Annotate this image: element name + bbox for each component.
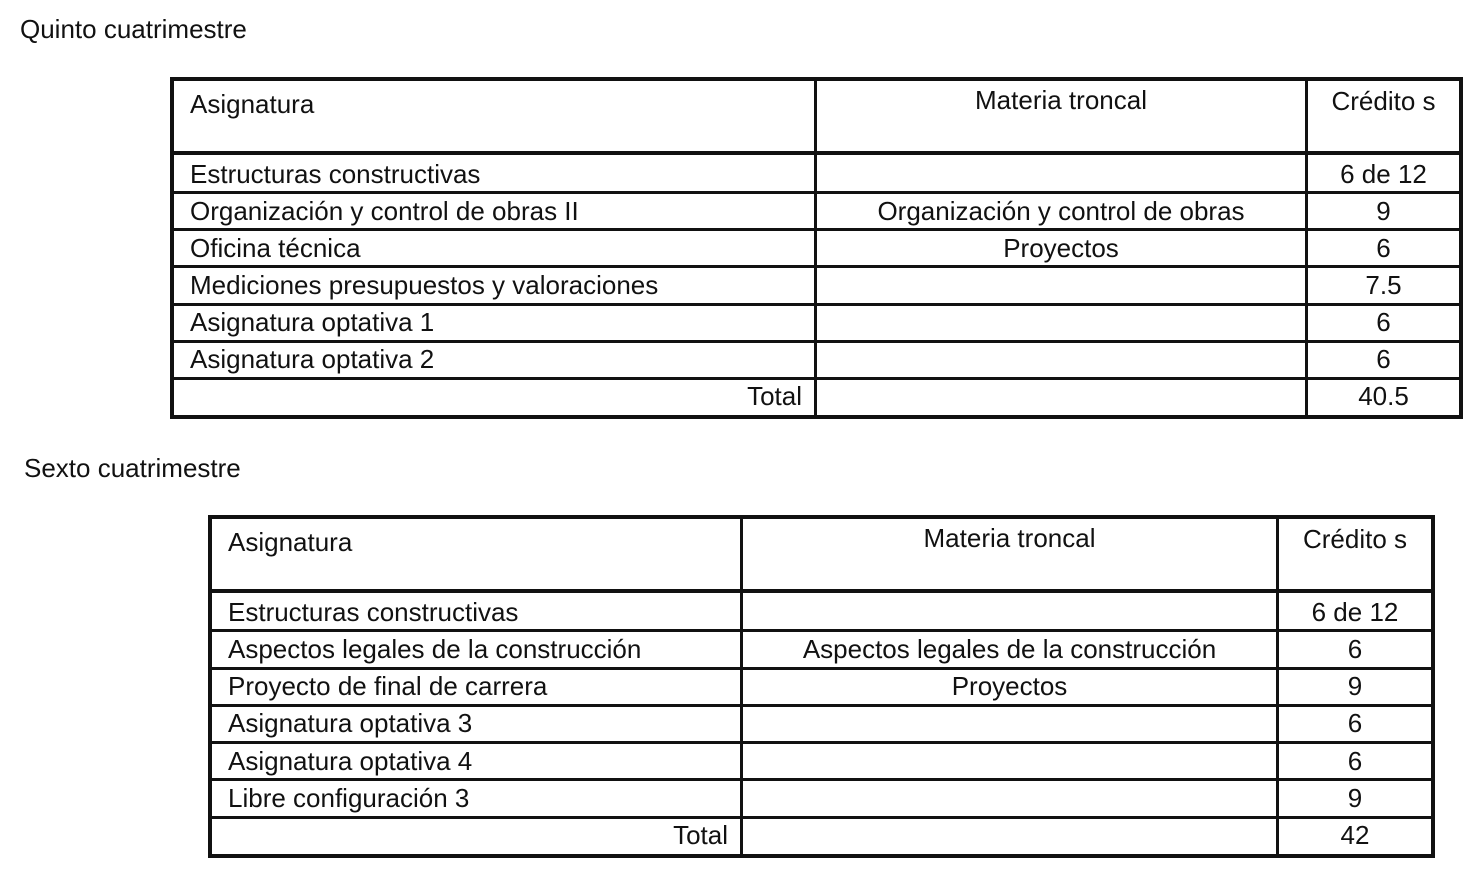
cell-core-subject (817, 304, 1305, 341)
cell-credits: 6 (1376, 344, 1391, 375)
cell-core-subject (817, 155, 1305, 192)
table-row (212, 742, 1431, 779)
cell-credits: 7.5 (1365, 269, 1402, 300)
cell-credits: 6 (1347, 633, 1363, 664)
table-row (212, 779, 1431, 816)
cell-subject: Oficina técnica (190, 232, 361, 263)
cell-credits: 6 (1376, 307, 1391, 338)
table-row (212, 705, 1431, 742)
cell-core-subject: Proyectos (1003, 232, 1119, 263)
cell-subject: Asignatura optativa 3 (228, 708, 473, 739)
header-core-subject: Materia troncal (975, 85, 1147, 115)
cell-core-subject (817, 341, 1305, 378)
cell-core-subject: Organización y control de obras (877, 195, 1245, 226)
table-header-row (212, 519, 1431, 589)
header-subject: Asignatura (228, 527, 353, 557)
section-title-sexto: Sexto cuatrimestre (24, 453, 241, 483)
cell-credits: 9 (1347, 783, 1363, 814)
cell-credits: 6 de 12 (1340, 158, 1427, 189)
header-subject: Asignatura (190, 89, 315, 119)
cell-credits: 6 (1376, 232, 1391, 263)
cell-core-subject: Proyectos (951, 671, 1068, 702)
cell-subject: Estructuras constructivas (228, 596, 519, 627)
table-quinto-cuatrimestre (170, 77, 1463, 419)
table-row (174, 341, 1459, 378)
cell-core-subject (817, 266, 1305, 303)
cell-subject: Aspectos legales de la construcción (228, 633, 642, 664)
table-row (174, 266, 1459, 303)
cell-subject: Estructuras constructivas (190, 158, 481, 189)
table-row (174, 155, 1459, 192)
cell-subject: Libre configuración 3 (228, 783, 470, 814)
total-label: Total (747, 381, 802, 412)
cell-credits: 6 (1347, 745, 1363, 776)
cell-subject: Mediciones presupuestos y valoraciones (190, 269, 659, 300)
header-credits: Crédito s (1331, 86, 1436, 116)
table-header-row (174, 81, 1459, 151)
cell-core-subject (743, 779, 1276, 816)
cell-credits: 6 (1347, 708, 1363, 739)
table-row (174, 304, 1459, 341)
cell-subject: Asignatura optativa 1 (190, 307, 435, 338)
cell-core-subject (743, 742, 1276, 779)
total-core (743, 817, 1276, 854)
cell-core-subject: Aspectos legales de la construcción (802, 633, 1217, 664)
cell-core-subject (743, 705, 1276, 742)
section-title-quinto: Quinto cuatrimestre (20, 14, 247, 44)
total-credits: 40.5 (1358, 381, 1409, 412)
cell-credits: 6 de 12 (1311, 596, 1399, 627)
table-row (212, 593, 1431, 630)
total-row (212, 817, 1431, 854)
header-core-subject: Materia troncal (923, 523, 1096, 553)
table-sexto-cuatrimestre (208, 515, 1435, 858)
table-row (212, 630, 1431, 667)
cell-core-subject (743, 593, 1276, 630)
total-row (174, 378, 1459, 415)
cell-credits: 9 (1376, 195, 1391, 226)
cell-subject: Asignatura optativa 4 (228, 745, 473, 776)
table-row (174, 192, 1459, 229)
cell-subject: Asignatura optativa 2 (190, 344, 435, 375)
table-row (212, 668, 1431, 705)
total-label: Total (673, 820, 728, 851)
cell-credits: 9 (1347, 671, 1363, 702)
table-row (174, 229, 1459, 266)
total-core (817, 378, 1305, 415)
cell-subject: Organización y control de obras II (190, 195, 579, 226)
cell-subject: Proyecto de final de carrera (228, 671, 548, 702)
header-credits: Crédito s (1302, 524, 1408, 554)
total-credits: 42 (1340, 820, 1370, 851)
